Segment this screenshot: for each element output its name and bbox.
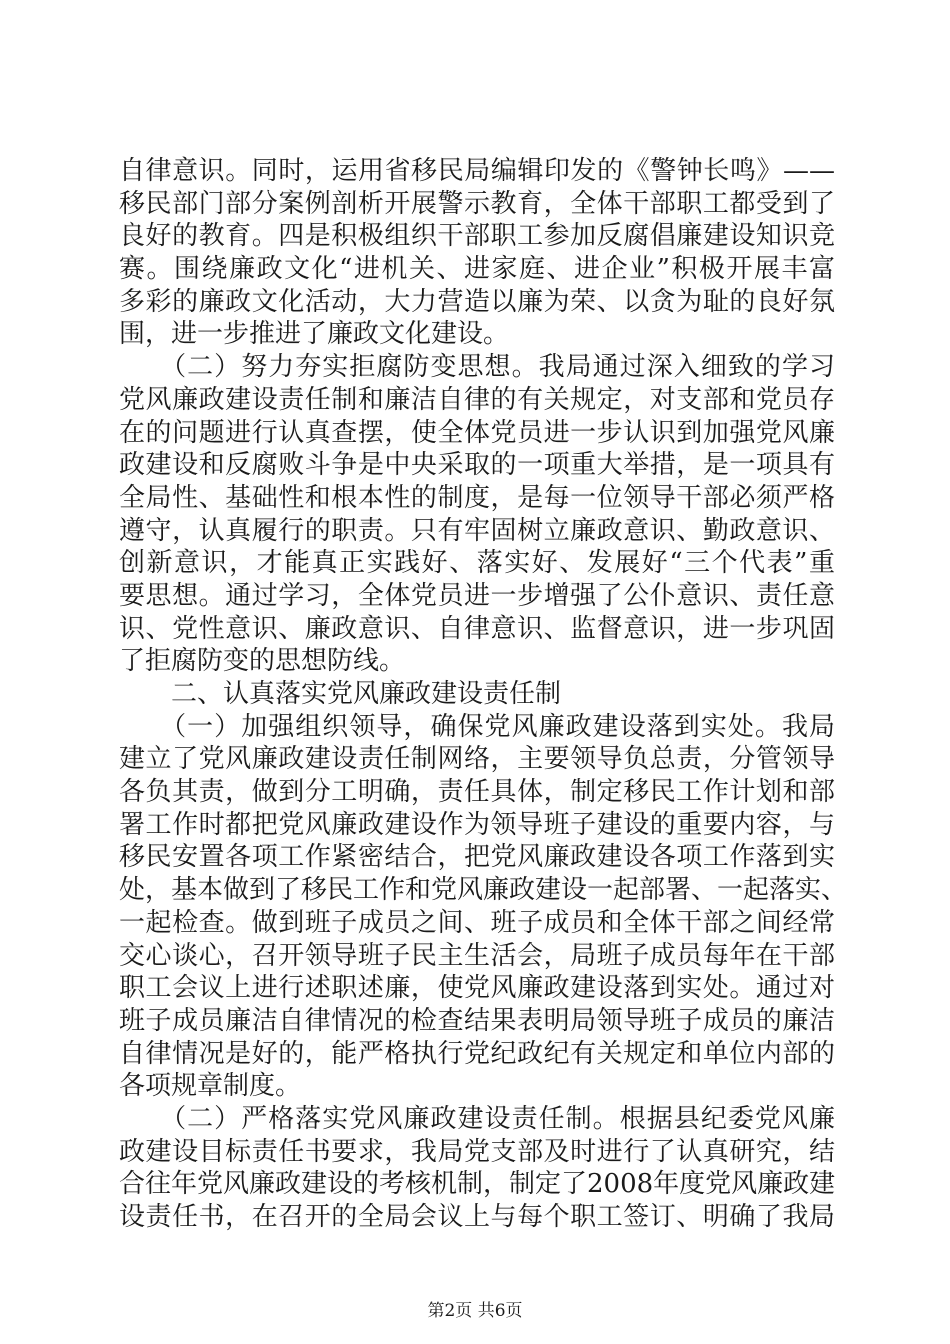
text-line: 设责任书，在召开的全局会议上与每个职工签订、明确了我局 (119, 1202, 835, 1232)
body-text (119, 155, 848, 1234)
text-line: （二）努力夯实拒腐防变思想。我局通过深入细致的学习 (119, 352, 835, 383)
text-line: 二、认真落实党风廉政建设责任制 (119, 679, 562, 709)
text-line: 建立了党风廉政建设责任制网络，主要领导负总责，分管领导 (119, 744, 835, 775)
text-line: 一起检查。做到班子成员之间、班子成员和全体干部之间经常 (119, 907, 835, 938)
text-line: 要思想。通过学习，全体党员进一步增强了公仆意识、责任意 (119, 580, 835, 611)
text-line: 良好的教育。四是积极组织干部职工参加反腐倡廉建设知识竞 (119, 221, 835, 252)
page-footer: 第2页 共6页 (427, 1301, 523, 1321)
text-line: 在的问题进行认真查摆，使全体党员进一步认识到加强党风廉 (119, 417, 835, 448)
text-line: 遵守，认真履行的职责。只有牢固树立廉政意识、勤政意识、 (119, 515, 835, 546)
text-line: 班子成员廉洁自律情况的检查结果表明局领导班子成员的廉洁 (119, 1005, 835, 1036)
text-line: 多彩的廉政文化活动，大力营造以廉为荣、以贪为耻的良好氛 (119, 286, 835, 317)
text-line: 交心谈心，召开领导班子民主生活会，局班子成员每年在干部 (119, 940, 835, 971)
text-line: 了拒腐防变的思想防线。 (119, 646, 406, 677)
text-line: 识、党性意识、廉政意识、自律意识、监督意识，进一步巩固 (119, 613, 835, 644)
text-line: 署工作时都把党风廉政建设作为领导班子建设的重要内容，与 (119, 809, 835, 840)
text-line: （二）严格落实党风廉政建设责任制。根据县纪委党风廉 (119, 1103, 835, 1134)
text-line: 全局性、基础性和根本性的制度，是每一位领导干部必须严格 (119, 482, 835, 513)
text-line: 政建设目标责任书要求，我局党支部及时进行了认真研究，结 (119, 1136, 835, 1167)
text-line: 自律情况是好的，能严格执行党纪政纪有关规定和单位内部的 (119, 1038, 835, 1069)
text-line: 创新意识，才能真正实践好、落实好、发展好“三个代表”重 (119, 548, 835, 579)
text-line: 围，进一步推进了廉政文化建设。 (119, 319, 510, 350)
text-line: 党风廉政建设责任制和廉洁自律的有关规定，对支部和党员存 (119, 384, 835, 415)
text-line: 移民安置各项工作紧密结合，把党风廉政建设各项工作落到实 (119, 842, 835, 873)
text-line: 赛。围绕廉政文化“进机关、进家庭、进企业”积极开展丰富 (119, 254, 835, 285)
text-line: 各项规章制度。 (119, 1071, 302, 1102)
text-line: 合往年党风廉政建设的考核机制，制定了2008年度党风廉政建 (119, 1169, 836, 1200)
text-line: 各负其责，做到分工明确，责任具体，制定移民工作计划和部 (119, 777, 835, 808)
text-line: （一）加强组织领导，确保党风廉政建设落到实处。我局 (119, 711, 835, 742)
text-line: 处，基本做到了移民工作和党风廉政建设一起部署、一起落实、 (119, 875, 848, 906)
text-line: 移民部门部分案例剖析开展警示教育，全体干部职工都受到了 (119, 188, 835, 219)
text-line: 职工会议上进行述职述廉，使党风廉政建设落到实处。通过对 (119, 973, 835, 1004)
text-line: 政建设和反腐败斗争是中央采取的一项重大举措，是一项具有 (119, 450, 835, 481)
text-line: 自律意识。同时，运用省移民局编辑印发的《警钟长鸣》—— (119, 156, 835, 186)
